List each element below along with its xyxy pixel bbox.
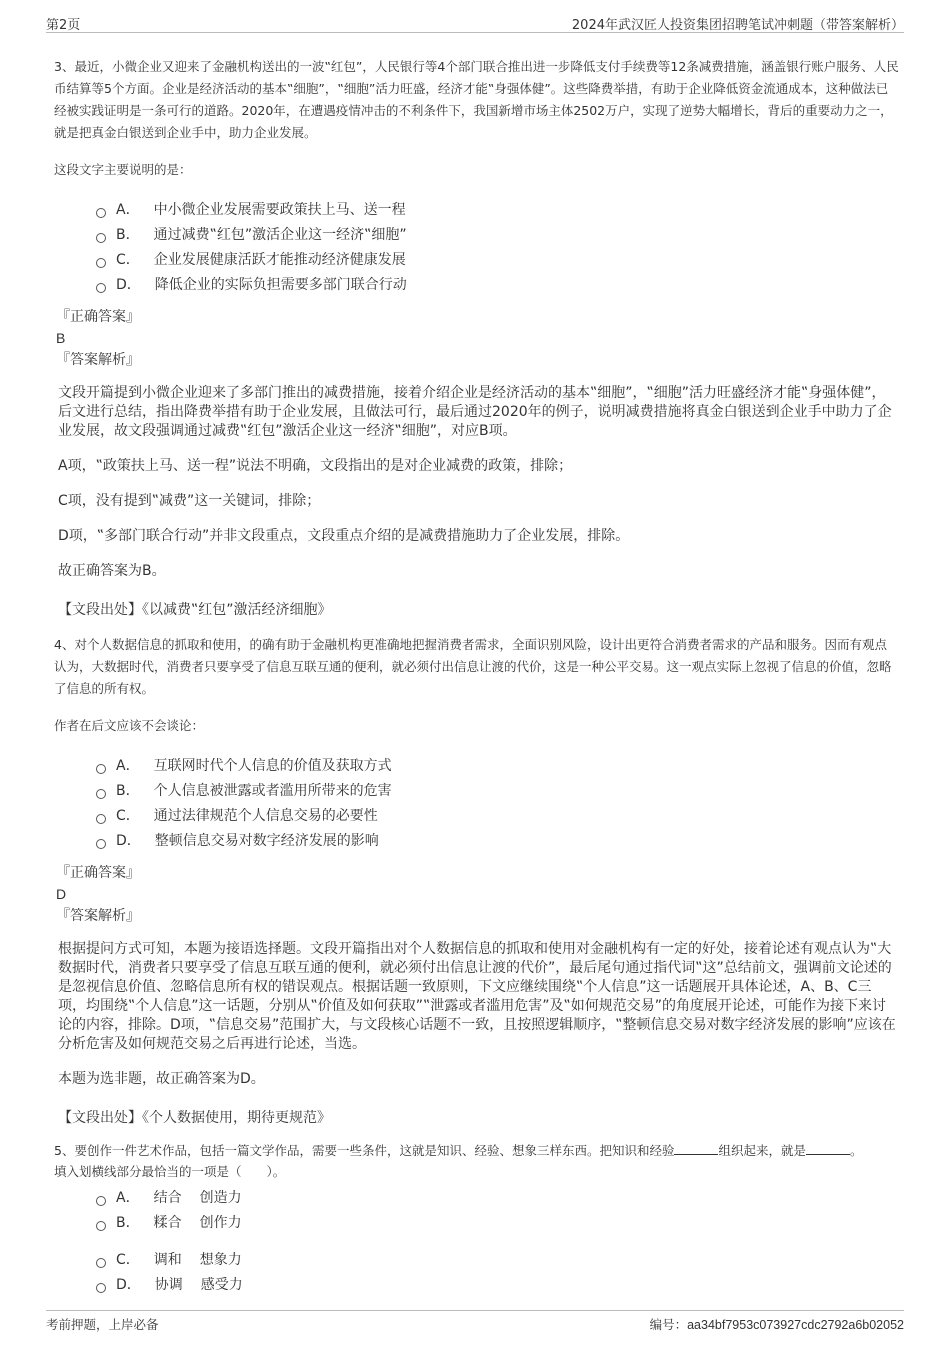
analysis-paragraph: 本题为选非题，故正确答案为D。 (58, 1071, 265, 1087)
option-a[interactable]: A． 中小微企业发展需要政策扶上马、送一程 (96, 198, 899, 223)
page-number: 第2页 (46, 18, 81, 33)
option-c[interactable]: C． 调和 想象力 (96, 1248, 899, 1273)
option-list (96, 754, 899, 854)
option-list (96, 198, 899, 298)
option-d[interactable]: D． 协调 感受力 (96, 1273, 899, 1298)
document-id: 编号：aa34bf7953c073927cdc2792a6b02052 (649, 1318, 904, 1332)
option-a[interactable]: A． 互联网时代个人信息的价值及获取方式 (96, 754, 899, 779)
radio-icon[interactable] (96, 1221, 106, 1231)
radio-icon[interactable] (96, 258, 106, 268)
radio-icon[interactable] (96, 764, 106, 774)
analysis-paragraph: 根据提问方式可知，本题为接语选择题。文段开篇指出对个人数据信息的抓取和使用对金融机构有一定的好处，接着论述有观点认为‟大数据时代，消费者只要享受了信息互联互通的便利，就必须付出信息让渡的代价”，最后尾句通过指代词‟这”总结前文，强调前文论述的是忽视信息价值、忽略信息所有权的错误观点。根据话题一致原则，下文应继续围绕‟个人信息”这一话题展开具体论述，A、B、C三项，均围绕‟个人信息”这一话题，分别从‟价值及如何获取”‟泄露或者滥用危害”及‟如何规范交易”的角度展开论述，可能作为接下来讨论的内容，排除。D项，‟信息交易”范围扩大，与文段核心话题不一致，且按照逻辑顺序，‟整顿信息交易对数字经济发展的影响”应该在分析危害及如何规范交易之后再进行论述，当选。 (58, 941, 896, 1052)
radio-icon[interactable] (96, 283, 106, 293)
question-stem: 5、要创作一件艺术作品，包括一篇文学作品，需要一些条件，这就是知识、经验、想象三样东西。把知识和经验 组织起来，就是 。 (54, 1140, 899, 1162)
fill-blank-2 (806, 1140, 850, 1155)
analysis-label: 『答案解析』 (56, 352, 140, 368)
analysis-paragraph: D项，‟多部门联合行动”并非文段重点，文段重点介绍的是减费措施助力了企业发展，排除。 (58, 528, 630, 544)
radio-icon[interactable] (96, 1196, 106, 1206)
footer-slogan: 考前押题，上岸必备 (46, 1317, 159, 1332)
question-stem: 3、最近，小微企业又迎来了金融机构送出的一波‟红包”，人民银行等4个部门联合推出进一步降低支付手续费等12条减费措施，涵盖银行账户服务、人民币结算等5个方面。企业是经济活动的基本‟细胞”，‟细胞”活力旺盛，经济才能‟身强体健”。这些降费举措，有助于企业降低资金流通成本，这种做法已经被实践证明是一条可行的道路。2020年，在遭遇疫情冲击的不利条件下，我国新增市场主体2502万户，实现了逆势大幅增长，背后的重要动力之一，就是把真金白银送到企业手中，助力企业发展。 (54, 59, 899, 140)
answer-value: B (56, 330, 66, 346)
analysis-paragraph: 文段开篇提到小微企业迎来了多部门推出的减费措施，接着介绍企业是经济活动的基本‟细胞”，‟细胞”活力旺盛经济才能‟身强体健”，后文进行总结，指出降费举措有助于企业发展，且做法可行，最后通过2020年的例子，说明减费措施将真金白银送到企业手中助力了企业发展，故文段强调通过减费‟红包”激活企业这一经济‟细胞”，对应B项。 (58, 385, 892, 439)
analysis-paragraph: A项，‟政策扶上马、送一程”说法不明确，文段指出的是对企业减费的政策，排除； (58, 458, 573, 474)
option-b[interactable]: B． 糅合 创作力 (96, 1211, 899, 1236)
option-list (96, 1186, 899, 1298)
source-citation: 【文段出处】《个人数据使用，期待更规范》 (58, 1110, 331, 1126)
page-header (46, 12, 904, 33)
radio-icon[interactable] (96, 233, 106, 243)
question-4 (54, 634, 899, 1128)
page-footer (46, 1310, 904, 1333)
option-b[interactable]: B． 通过减费‟红包”激活企业这一经济‟细胞” (96, 223, 899, 248)
page-content (54, 56, 899, 1298)
option-b[interactable]: B． 个人信息被泄露或者滥用所带来的危害 (96, 779, 899, 804)
analysis-label: 『答案解析』 (56, 908, 140, 924)
analysis-paragraph: 故正确答案为B。 (58, 563, 166, 579)
question-prompt: 作者在后文应该不会谈论： (54, 718, 205, 733)
source-citation: 【文段出处】《以减费‟红包”激活经济细胞》 (58, 602, 332, 618)
option-d[interactable]: D． 整顿信息交易对数字经济发展的影响 (96, 829, 899, 854)
question-5 (54, 1140, 899, 1298)
document-title: 2024年武汉匠人投资集团招聘笔试冲刺题（带答案解析） (571, 18, 904, 33)
radio-icon[interactable] (96, 814, 106, 824)
radio-icon[interactable] (96, 208, 106, 218)
analysis-paragraph: C项，没有提到‟减费”这一关键词，排除； (58, 493, 321, 509)
radio-icon[interactable] (96, 1258, 106, 1268)
question-stem: 4、对个人数据信息的抓取和使用，的确有助于金融机构更准确地把握消费者需求，全面识别风险，设计出更符合消费者需求的产品和服务。因而有观点认为，大数据时代，消费者只要享受了信息互联互通的便利，就必须付出信息让渡的代价，这是一种公平交易。这一观点实际上忽视了信息的价值，忽略了信息的所有权。 (54, 637, 892, 696)
answer-value: D (56, 886, 67, 902)
radio-icon[interactable] (96, 789, 106, 799)
radio-icon[interactable] (96, 1283, 106, 1293)
question-3 (54, 56, 899, 620)
answer-label: 『正确答案』 (56, 865, 140, 881)
fill-blank-1 (674, 1140, 718, 1155)
question-prompt: 填入划横线部分最恰当的一项是（ ）。 (54, 1164, 286, 1179)
radio-icon[interactable] (96, 839, 106, 849)
option-c[interactable]: C． 企业发展健康活跃才能推动经济健康发展 (96, 248, 899, 273)
option-c[interactable]: C． 通过法律规范个人信息交易的必要性 (96, 804, 899, 829)
question-prompt: 这段文字主要说明的是： (54, 162, 192, 177)
answer-label: 『正确答案』 (56, 309, 140, 325)
option-a[interactable]: A． 结合 创造力 (96, 1186, 899, 1211)
option-d[interactable]: D． 降低企业的实际负担需要多部门联合行动 (96, 273, 899, 298)
